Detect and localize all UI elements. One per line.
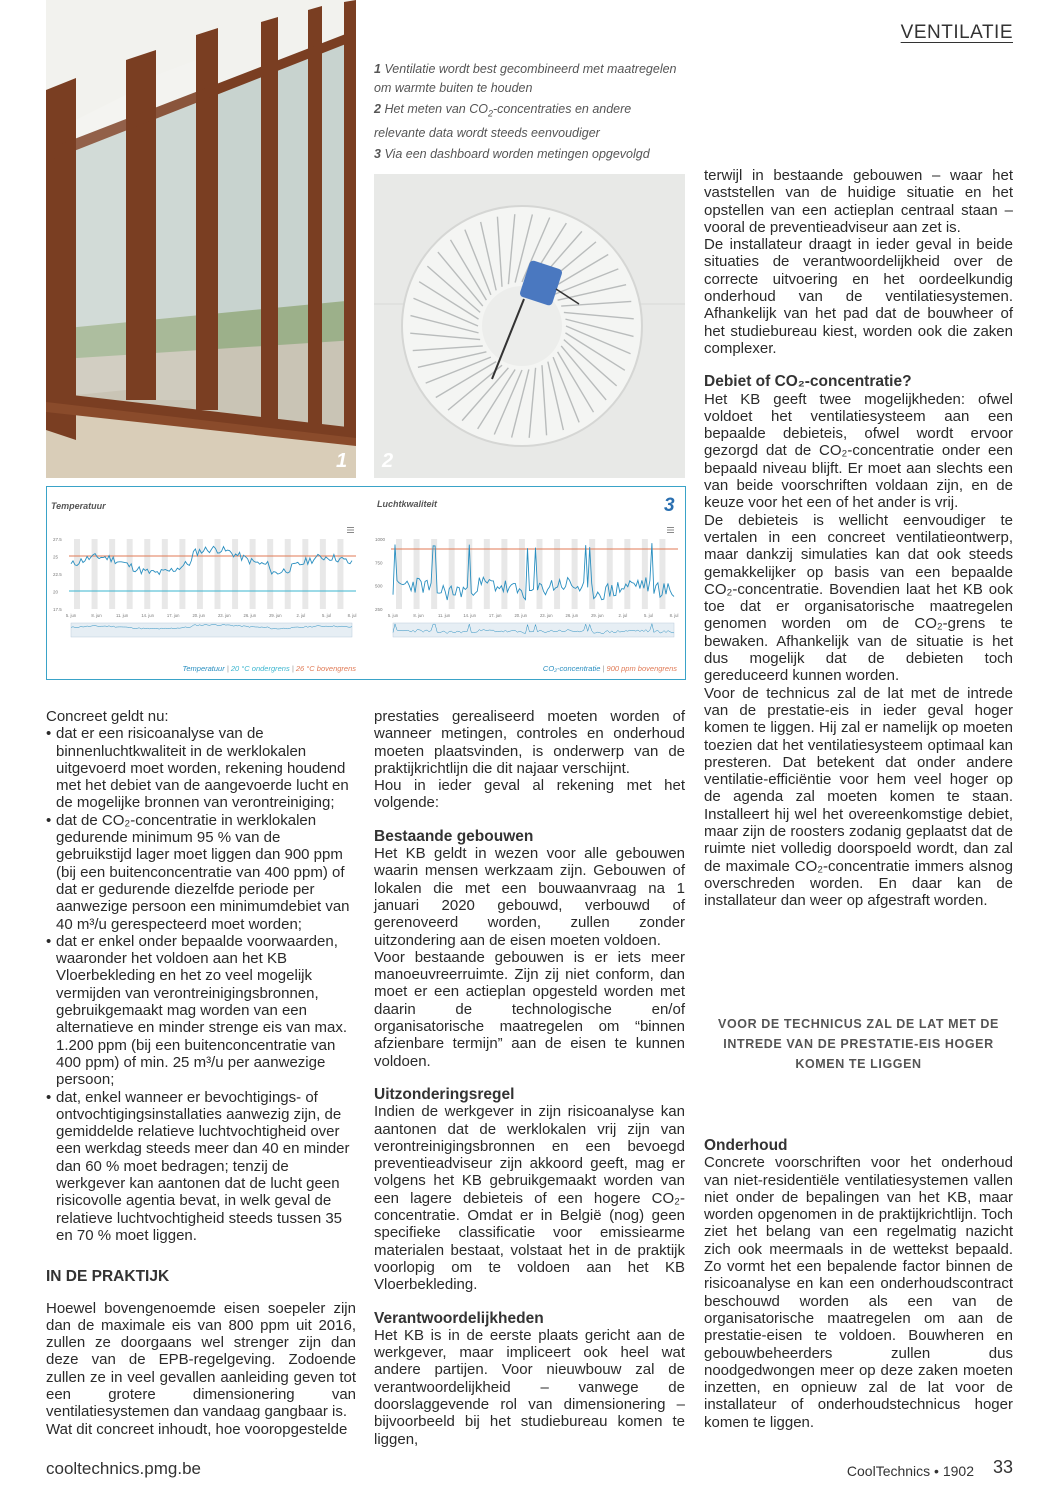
dashboard-charts <box>47 487 684 678</box>
requirements-list <box>46 725 356 1244</box>
caption-1: 1 Ventilatie wordt best gecombineerd met maatregelen om warmte buiten te houden <box>374 62 677 95</box>
paragraph: Het KB is in de eerste plaats gericht aan de werkgever, maar impliceert ook heel wat andere partijen. Voor nieuwbouw zal de verantwoordelijkheid – vanwege de doorslaggevende rol van dimensionering – bijvoorbeeld bij het studiebureau komen te liggen, <box>374 1326 685 1448</box>
intro-text: Concreet geldt nu: <box>46 708 169 725</box>
chart-right-x-tick-label: 5. jul <box>644 613 653 618</box>
chart-left-weekend-band <box>179 539 185 609</box>
chart-left-weekend-band <box>74 539 80 609</box>
photo-ceiling-diffuser <box>374 174 685 478</box>
chart-right-x-tick-label: 17. jun <box>488 613 502 618</box>
chart-right-x-tick-label: 29. jun <box>591 613 604 618</box>
chart-right-y-tick-label: 250 <box>375 607 383 612</box>
chart-left-x-tick-label: 8. jun <box>91 613 102 618</box>
chart-left-y-tick-label: 17.5 <box>53 607 62 612</box>
paragraph: Indien de werkgever in zijn risicoanalyse kan aantonen dat de werklokalen vrij zijn van verontreinigingsbronnen en een bevoegd preventieadviseur zijn akkoord geeft, mag er volgens het KB gebruikgemaakt worden van een lagere debieteis of een hogere CO₂-concentratie. Omdat er in België (nog) geen specifieke classificatie voor emissiearme materialen bestaat, volstaat het in de praktijk voorlopig om te voldoen aan het KB Vloerbekleding. <box>374 1103 685 1294</box>
chart-left-x-tick-label: 8. jul <box>347 613 357 618</box>
paragraph: Hou in ieder geval al rekening met het volgende: <box>374 777 685 812</box>
chart-left-x-tick-label: 11. jun <box>115 613 129 618</box>
chart-right-y-tick-label: 750 <box>375 560 383 566</box>
chart-left-weekend-band <box>127 539 133 609</box>
list-item: • dat er een risicoanalyse van de binnenluchtkwaliteit in de werklokalen uitgevoerd moet worden, rekening houdend met het debiet van de aangevoerde lucht en de mogelijke bronnen van verontreiniging; <box>46 725 356 811</box>
chart-left-y-tick-label: 20 <box>53 589 59 595</box>
chart-left-x-tick-label: 17. jun <box>166 613 180 618</box>
paragraph: prestaties gerealiseerd moeten worden of wanneer metingen, controles en onderhoud moeten plaatsvinden, is onderwerp van de praktijkrichtlijn die dit najaar verschijnt. <box>374 708 685 777</box>
chart-left-menu-icon[interactable] <box>347 527 354 533</box>
window-wall-illustration <box>46 0 356 478</box>
photo-number-3: 3 <box>664 495 675 516</box>
chart-left-navigator <box>71 623 352 637</box>
chart-left-x-tick-label: 20. jun <box>192 613 206 618</box>
chart-left-x-tick-label: 14. jun <box>141 613 154 618</box>
heading-onderhoud: Onderhoud <box>704 1137 788 1154</box>
chart-right-y-tick-label: 1000 <box>375 537 386 542</box>
pull-quote: VOOR DE TECHNICUS ZAL DE LAT MET DE INTREDE VAN DE PRESTATIE-EIS HOGER KOMEN TE LIGGEN <box>718 1017 999 1071</box>
chart-right-x-tick-label: 2. jul <box>618 613 628 618</box>
chart-right-x-tick-label: 20. jun <box>514 613 528 618</box>
chart-left-x-tick-label: 26. jun <box>243 613 257 618</box>
photo-captions <box>374 60 684 166</box>
footer-url[interactable]: cooltechnics.pmg.be <box>46 1459 201 1478</box>
dashboard-figure <box>46 486 686 680</box>
chart-left-weekend-band <box>109 539 115 609</box>
chart-left-weekend-band <box>285 539 291 609</box>
caption-3: 3 Via een dashboard worden metingen opgevolgd <box>374 146 650 161</box>
paragraph: Het KB geldt in wezen voor alle gebouwen waarin mensen werkzaam zijn. Gebouwen of lokalen die met een bouwaanvraag na 1 januari 2020 gebouwd, verbouwd of gerenoveerd worden, zullen zonder uitzondering aan de eisen moeten voldoen. <box>374 845 685 949</box>
column-1 <box>46 708 356 1438</box>
heading-uitzonderingsregel: Uitzonderingsregel <box>374 1085 515 1103</box>
chart-left-title: Temperatuur <box>51 501 106 511</box>
paragraph: Hoewel bovengenoemde eisen soepeler zijn dan de maximale eis van 800 ppm uit 2016, zullen ze doorgaans wel strenger zijn dan deze van de EPB-regelgeving. Zodoende zullen ze in veel gevallen aanleiding geven tot een grotere dimensionering van ventilatiesystemen dan vandaag gangbaar is. <box>46 1299 356 1421</box>
diffuser-illustration <box>374 174 685 478</box>
chart-right-x-tick-label: 23. jun <box>539 613 553 618</box>
paragraph: Wat dit concreet inhoudt, hoe vooropgestelde <box>46 1420 348 1438</box>
paragraph: Voor de technicus zal de lat met de intrede van de prestatie-eis in ieder geval hoger komen te liggen. Hij zal er namelijk op moeten toezien dat het ventilatiesysteem optimaal kan presteren. Dat betekent dat onder andere ventilatie-efficiëntie voor hem veel hoger op de agenda zal moeten komen te staan. Installeert hij wel het overeenkomstige debiet, maar zijn de roosters zodanig geplaatst dat de ruimte niet volledig doorspoeld wordt, dan zal de maximale CO₂-concentratie immers alsnog overschreden worden. En daar kan de installateur dan weer op afgestraft worden. <box>704 684 1013 910</box>
chart-right-x-tick-label: 26. jun <box>565 613 579 618</box>
list-item: • dat, enkel wanneer er bevochtigings- of ontvochtigingsinstallaties aanwezig zijn, de gemiddelde relatieve luchtvochtigheid over een werkdag steeds meer dan 40 en minder dan 60 % moet bedragen; tenzij de werkgever kan aantonen dat de lucht geen risicovolle agentia bevat, in welk geval de relatieve luchtvochtigheid steeds tussen 35 en 70 % moet liggen. <box>46 1089 356 1245</box>
chart-left-legend: Temperatuur | 20 °C ondergrens | 26 °C bovengrens <box>182 664 356 673</box>
photo-window-wall <box>46 0 356 478</box>
chart-right-y-tick-label: 500 <box>375 583 383 589</box>
chart-left-weekend-band <box>92 539 98 609</box>
chart-left-y-tick-label: 22.5 <box>53 572 62 577</box>
section-tag: VENTILATIE <box>900 22 1013 43</box>
column-3-lower <box>704 1137 1013 1431</box>
chart-right-menu-icon[interactable] <box>667 527 674 533</box>
chart-left-x-tick-label: 5. jun <box>65 613 77 618</box>
chart-left-y-tick-label: 27.5 <box>53 537 62 542</box>
chart-left-x-tick-label: 29. jun <box>269 613 282 618</box>
chart-right-x-tick-label: 11. jun <box>437 613 451 618</box>
heading-verantwoordelijkheden: Verantwoordelijkheden <box>374 1309 544 1327</box>
chart-right-x-tick-label: 14. jun <box>463 613 476 618</box>
chart-left-x-tick-label: 5. jul <box>322 613 331 618</box>
paragraph: Het KB geeft twee mogelijkheden: ofwel voldoet het ventilatiesysteem aan een bepaalde debieteis, ofwel wordt ervoor gezorgd dat de CO₂-concentratie onder een bepaald niveau blijft. Er moet aan slechts een van beide voorschriften voldaan zijn, en de keuze voor het een of het ander is vrij. <box>704 390 1013 512</box>
column-3 <box>704 167 1013 909</box>
chart-left-weekend-band <box>215 539 221 609</box>
chart-right-legend: CO₂-concentratie | 900 ppm bovengrens <box>542 664 677 673</box>
list-item: • dat er enkel onder bepaalde voorwaarden, waaronder het voldoen aan het KB Vloerbekleding en het zo veel mogelijk vermijden van verontreinigingsbronnen, gebruikgemaakt mag worden van een alternatieve en minder strenge eis van max. 1.200 ppm (bij een buitenconcentratie van 400 ppm) of min. 25 m³/u per aanwezige persoon; <box>46 933 356 1089</box>
chart-left-weekend-band <box>320 539 326 609</box>
chart-right-x-tick-label: 5. jun <box>387 613 399 618</box>
caption-2: 2 Het meten van $CO_2$-concentraties en andere relevante data wordt steeds eenvoudiger <box>374 102 632 140</box>
column-2 <box>374 708 685 1448</box>
footer-magazine: CoolTechnics • 1902 <box>846 1463 974 1479</box>
chart-left-x-tick-label: 2. jul <box>296 613 306 618</box>
chart-left-weekend-band <box>162 539 168 609</box>
chart-right-x-tick-label: 8. jul <box>669 613 679 618</box>
chart-right-x-tick-label: 8. jun <box>413 613 424 618</box>
paragraph: Concrete voorschriften voor het onderhoud van niet-residentiële ventilatiesystemen vallen niet onder de bepalingen van het KB, maar worden opgenomen in de praktijkrichtlijn. Toch ziet het belang van een regelmatig nazicht zich ook meermaals in de wettekst bepaald. Zo vormt het een bepalende factor binnen de risicoanalyse en kan een onderhoudscontract beschouwd worden als een van de organisatorische maatregelen om aan de prestatie-eisen te voldoen. Bouwheren en gebouwbeheerders zullen dus noodgedwongen meer op deze zaken moeten inzetten, en opnieuw zal de lat voor de installateur of onderhoudstechnicus hoger komen te liggen. <box>704 1154 1013 1431</box>
heading-bestaande-gebouwen: Bestaande gebouwen <box>374 827 534 845</box>
chart-left-weekend-band <box>267 539 273 609</box>
photo-number-2: 2 <box>382 450 394 472</box>
chart-left-weekend-band <box>337 539 343 609</box>
chart-left-weekend-band <box>232 539 238 609</box>
photo-number-1: 1 <box>336 450 348 472</box>
page-number: 33 <box>992 1457 1013 1477</box>
chart-left-y-tick-label: 25 <box>53 554 59 560</box>
heading-in-de-praktijk: IN DE PRAKTIJK <box>46 1268 170 1286</box>
chart-left-weekend-band <box>250 539 256 609</box>
chart-right-title: Luchtkwaliteit <box>377 499 438 509</box>
list-item: • dat de CO₂-concentratie in werklokalen gedurende minimum 95 % van de gebruikstijd lager moet liggen dan 900 ppm (bij een buitenconcentratie van 400 ppm) of dat er gedurende diezelfde periode per aanwezige persoon een minimumdebiet van 40 m³/u gerespecteerd moet worden; <box>46 812 356 933</box>
paragraph: terwijl in bestaande gebouwen – waar het vaststellen van de huidige situatie en het opstellen van een actieplan centraal staan – vooral de preventieadviseur aan zet is. <box>704 167 1013 236</box>
paragraph: Voor bestaande gebouwen is er iets meer manoeuvreerruimte. Zijn zij niet conform, dan moet er een actieplan opgesteld worden met daarin de technologische en/of organisatorische maatregelen om “binnen afzienbare termijn” aan de eisen te kunnen voldoen. <box>374 948 685 1070</box>
heading-debiet: Debiet of CO₂-concentratie? <box>704 373 912 391</box>
chart-left-weekend-band <box>302 539 308 609</box>
chart-left-x-tick-label: 23. jun <box>217 613 231 618</box>
paragraph: De debieteis is wellicht eenvoudiger te vertalen in een concreet ventilatieontwerp, maar dankzij simulaties kan dat ook steeds gemakkelijker op basis van een bepaalde CO₂-concentratie. Bovendien laat het KB ook toe dat er organisatorische maatregelen genomen worden om de CO₂-grens te bewaken. Afhankelijk van de situatie is het dus mogelijk dat de debieten toch gereduceerd kunnen worden. <box>704 511 1013 685</box>
paragraph: De installateur draagt in ieder geval in beide situaties de verantwoordelijkheid over de correcte uitvoering en het oordeelkundig onderhoud van de ventilatiesystemen. Afhankelijk van het pad dat de bouwheer of het studiebureau kiest, worden ook die zaken complexer. <box>704 236 1013 357</box>
